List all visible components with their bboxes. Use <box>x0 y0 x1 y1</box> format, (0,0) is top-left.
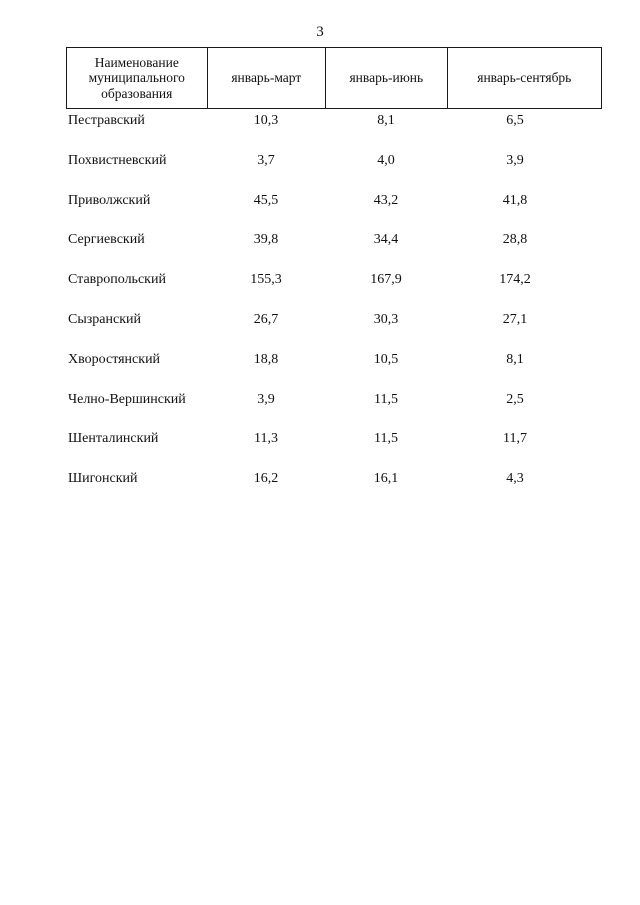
value-jan-mar: 18,8 <box>253 351 279 367</box>
value-jan-jun: 43,2 <box>373 192 399 208</box>
value-jan-mar: 10,3 <box>253 113 279 128</box>
header-jan-jun: январь-июнь <box>325 48 447 108</box>
municipality-name: Хворостянский <box>68 351 161 367</box>
value-jan-sep: 6,5 <box>506 113 524 128</box>
page-number: 3 <box>316 24 324 40</box>
value-jan-sep: 11,7 <box>503 431 527 447</box>
value-jan-jun: 34,4 <box>373 232 399 248</box>
municipality-name: Пестравский <box>68 113 145 128</box>
value-jan-mar: 26,7 <box>253 311 279 327</box>
table-row <box>66 110 602 150</box>
value-jan-jun: 167,9 <box>370 272 402 288</box>
value-jan-mar: 39,8 <box>253 232 279 248</box>
header-municipality: Наименование муниципального образования <box>88 54 185 101</box>
table-row <box>66 150 602 190</box>
table-row <box>66 468 602 508</box>
value-jan-jun: 10,5 <box>373 351 399 367</box>
value-jan-jun: 4,0 <box>377 152 395 168</box>
table-row <box>66 389 602 429</box>
value-jan-jun: 11,5 <box>374 391 398 407</box>
value-jan-sep: 3,9 <box>506 152 524 168</box>
municipality-name: Сызранский <box>68 311 141 327</box>
value-jan-sep: 2,5 <box>506 391 524 407</box>
value-jan-sep: 28,8 <box>502 232 528 248</box>
value-jan-mar: 3,9 <box>257 391 275 407</box>
municipality-name: Челно-Вершинский <box>68 391 186 407</box>
table-row <box>66 269 602 309</box>
value-jan-jun: 30,3 <box>373 311 399 327</box>
table-row <box>66 309 602 349</box>
value-jan-mar: 16,2 <box>253 471 279 487</box>
value-jan-jun: 11,5 <box>374 431 398 447</box>
value-jan-mar: 3,7 <box>257 152 275 168</box>
table-body <box>66 110 602 508</box>
municipality-name: Шигонский <box>68 471 138 487</box>
table-row <box>66 349 602 389</box>
municipality-name: Приволжский <box>68 192 151 208</box>
header-jan-mar: январь-март <box>207 48 326 108</box>
value-jan-sep: 4,3 <box>506 471 524 487</box>
municipality-name: Ставропольский <box>68 272 166 288</box>
municipality-name: Сергиевский <box>68 232 145 248</box>
value-jan-sep: 27,1 <box>502 311 528 327</box>
municipality-name: Шенталинский <box>68 431 159 447</box>
value-jan-mar: 155,3 <box>250 272 282 288</box>
header-jan-sep: январь-сентябрь <box>447 48 601 108</box>
value-jan-mar: 11,3 <box>254 431 278 447</box>
value-jan-mar: 45,5 <box>253 192 279 208</box>
value-jan-sep: 8,1 <box>506 351 524 367</box>
value-jan-jun: 8,1 <box>377 113 395 128</box>
table-row <box>66 229 602 269</box>
municipality-name: Похвистневский <box>68 152 167 168</box>
table-row <box>66 428 602 468</box>
table-row <box>66 190 602 230</box>
table-header <box>66 47 602 109</box>
value-jan-sep: 174,2 <box>499 272 531 288</box>
value-jan-jun: 16,1 <box>373 471 399 487</box>
value-jan-sep: 41,8 <box>502 192 528 208</box>
